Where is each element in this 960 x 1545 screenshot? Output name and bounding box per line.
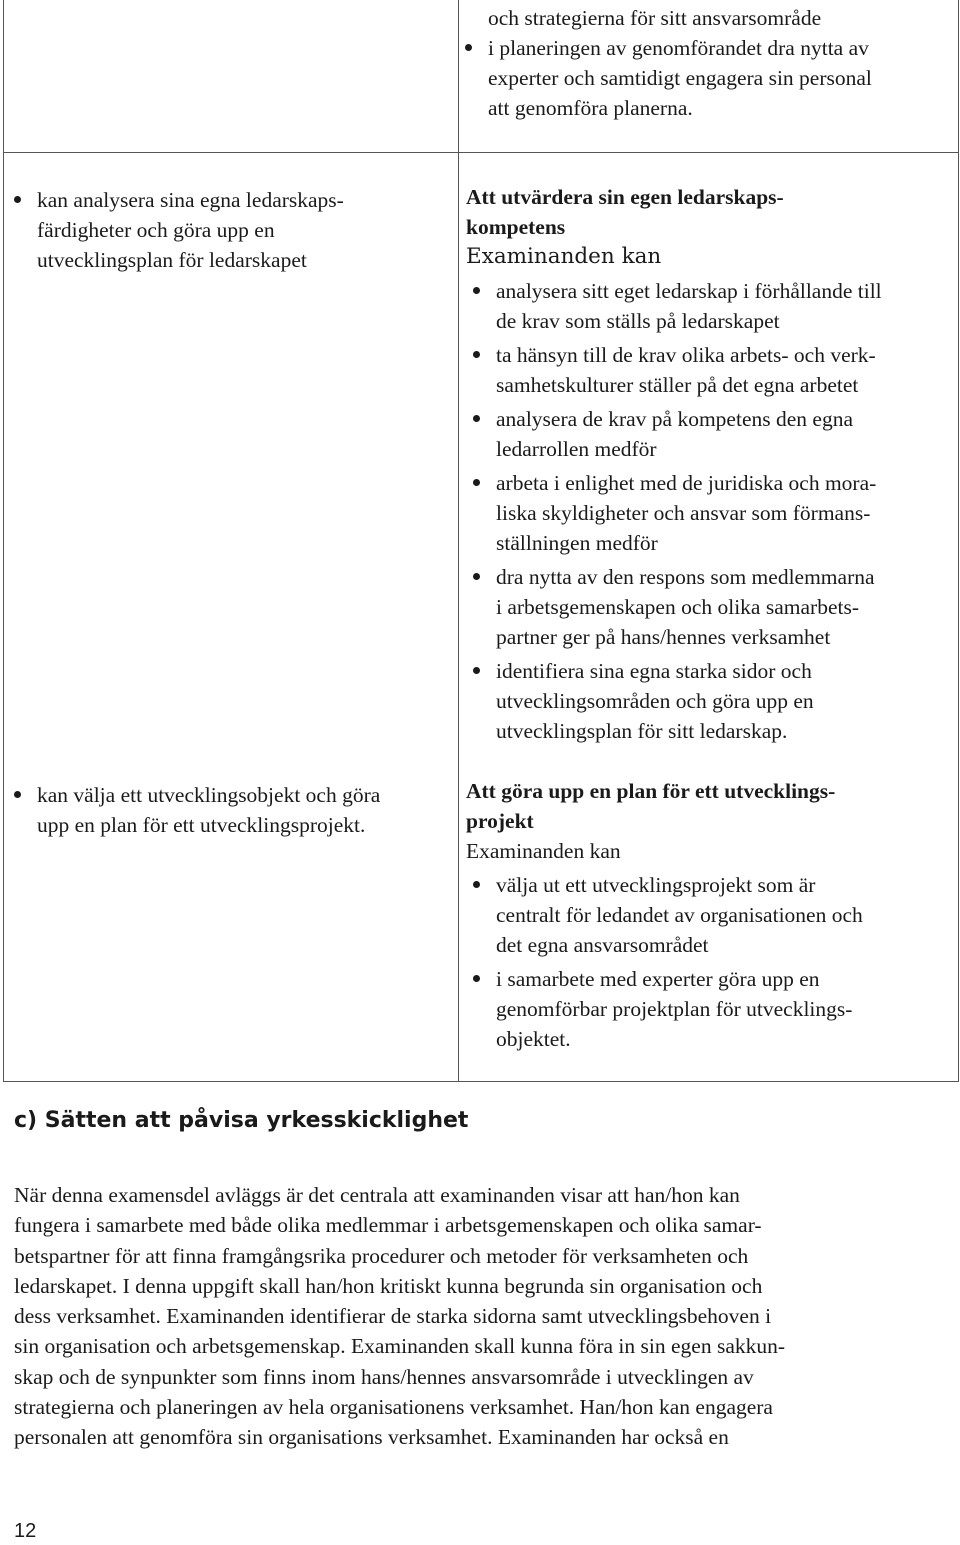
body-paragraph: När denna examensdel avläggs är det centrala att examinanden visar att han/hon kan fungera i samarbete med både olika medlemmar i arbetsgemenskapen och olika samar- betspartner för att finna framgångsrika procedurer och metoder för verksamheten och ledarskapet. I denna uppgift skall han/hon kritiskt kunna begrunda sin organisation och dess verksamhet. Examinanden identifierar de starka sidorna samt utvecklingsbehoven i sin organisation och arbetsgemenskap. Examinanden skall kunna föra in sin egen sakkun- skap och de synpunkter som finns inom hans/hennes ansvarsområde i utvecklingen av strategierna och planeringen av hela organisationens verksamhet. Han/hon kan engagera personalen att genomföra sin organisations verksamhet. Examinanden har också en [14, 1183, 786, 1450]
page-number: 12 [14, 1520, 37, 1542]
section-development-project [466, 776, 956, 1058]
bullet-icon [473, 351, 480, 358]
section-title: c) Sätten att påvisa yrkesskicklighet [14, 1108, 469, 1133]
section-bullet-list [466, 870, 956, 1054]
section-intro: Examinanden kan [466, 244, 662, 269]
bullet-icon [473, 287, 480, 294]
list-item: analysera sitt eget ledarskap i förhållande till de krav som ställs på ledarskapet [466, 276, 956, 336]
bullet-icon [465, 44, 472, 51]
row2-left-item-2 [7, 780, 452, 844]
left-bullet-list [7, 185, 447, 275]
list-item: dra nytta av den respons som medlemmarna i arbetsgemenskapen och olika samarbets- partner ger på hans/hennes verksamhet [466, 562, 956, 652]
section-intro: Examinanden kan [466, 839, 621, 863]
column-divider [458, 0, 459, 1081]
section-heading: Att göra upp en plan för ett utvecklings- projekt [466, 779, 836, 833]
list-item: analysera de krav på kompetens den egna ledarrollen medför [466, 404, 956, 464]
list-item: kan analysera sina egna ledarskaps- färdigheter och göra upp en utvecklingsplan för ledarskapet [7, 185, 447, 275]
list-item: i samarbete med experter göra upp en genomförbar projektplan för utvecklings- objektet. [466, 964, 956, 1054]
bullet-icon [473, 881, 480, 888]
list-item: kan välja ett utvecklingsobjekt och göra upp en plan för ett utvecklingsprojekt. [7, 780, 452, 840]
bullet-icon [473, 415, 480, 422]
list-item: välja ut ett utvecklingsprojekt som är centralt för ledandet av organisationen och det egna ansvarsområdet [466, 870, 956, 960]
list-item: identifiera sina egna starka sidor och utvecklingsområden och göra upp en utvecklingsplan för sitt ledarskap. [466, 656, 956, 746]
row-divider [4, 152, 958, 153]
bullet-icon [473, 975, 480, 982]
row1-right-cell [488, 3, 953, 127]
list-item: i planeringen av genomförandet dra nytta av experter och samtidigt engagera sin personal att genomföra planerna. [458, 33, 953, 123]
section-heading: Att utvärdera sin egen ledarskaps- kompetens [466, 185, 784, 239]
bullet-icon [473, 667, 480, 674]
section-leadership-competence [466, 182, 956, 750]
list-item: ta hänsyn till de krav olika arbets- och verk- samhetskulturer ställer på det egna arbetet [466, 340, 956, 400]
bullet-icon [14, 196, 21, 203]
bullet-icon [14, 791, 21, 798]
bullet-icon [473, 573, 480, 580]
left-bullet-list [7, 780, 452, 840]
competence-table [3, 0, 959, 1082]
list-item: arbeta i enlighet med de juridiska och mora- liska skyldigheter och ansvar som förmans- ställningen medför [466, 468, 956, 558]
row2-left-item-1 [7, 185, 447, 279]
bullet-icon [473, 479, 480, 486]
section-bullet-list [466, 276, 956, 746]
continuation-line: och strategierna för sitt ansvarsområde [488, 6, 822, 30]
row1-bullet-list [458, 33, 953, 123]
